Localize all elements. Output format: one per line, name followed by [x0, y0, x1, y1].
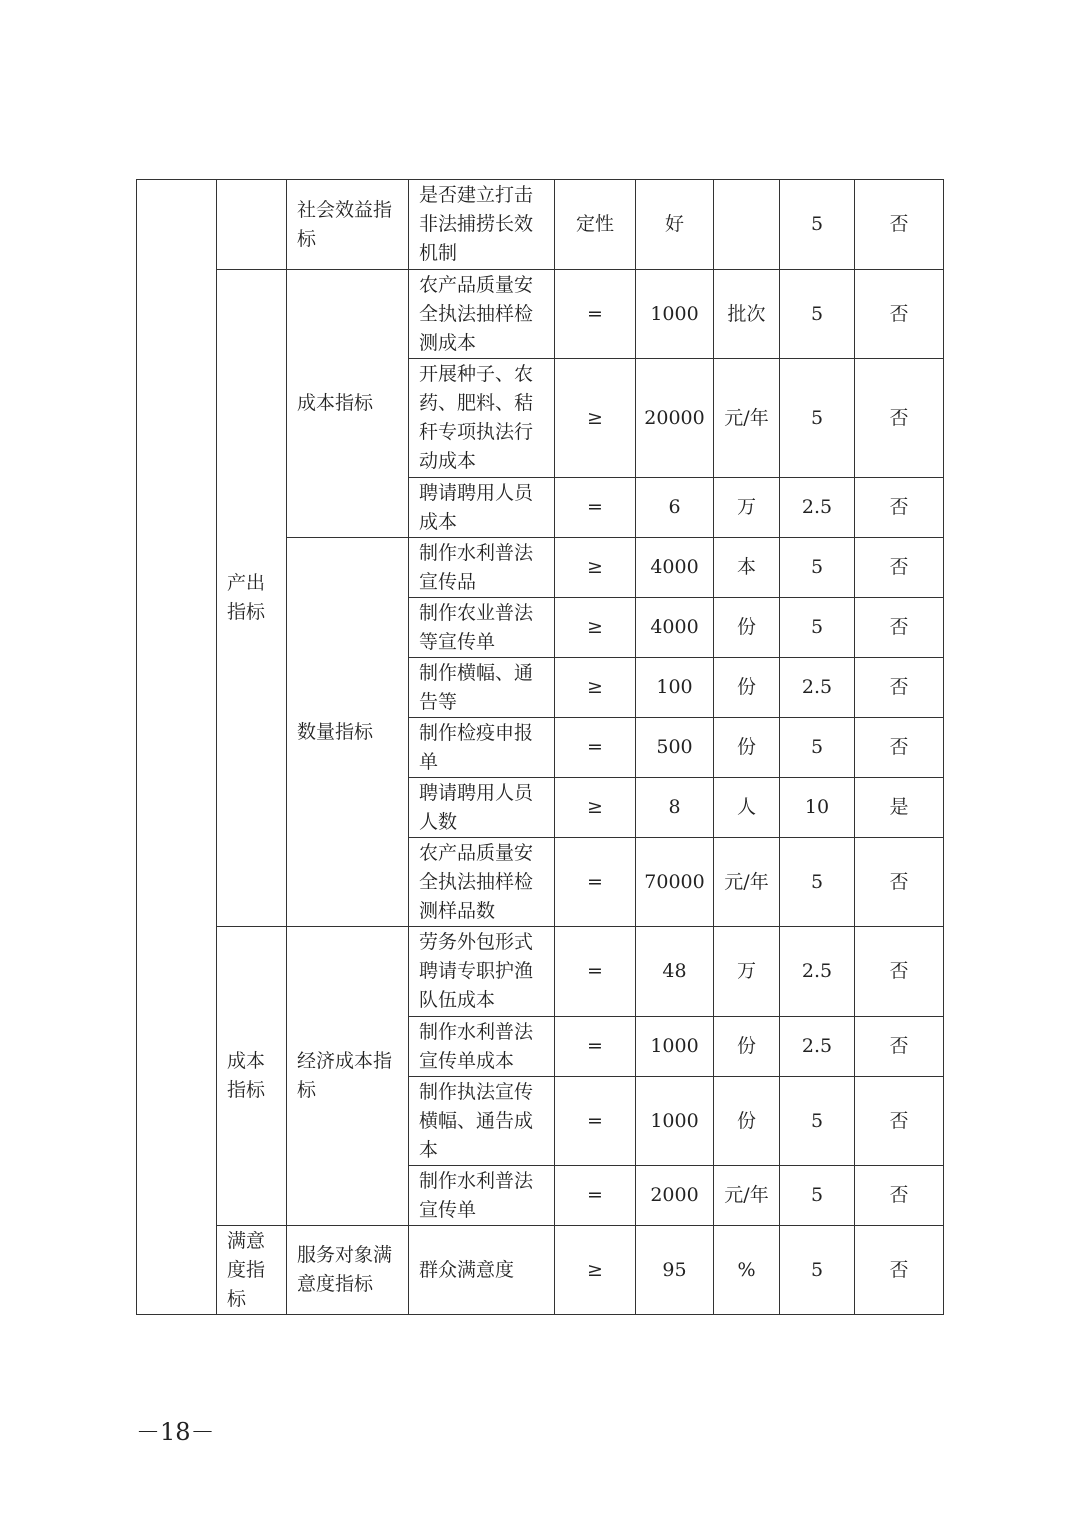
indicator-name: 聘请聘用人员人数 — [409, 778, 555, 838]
level1-cell — [137, 180, 217, 1315]
operator-cell: ≥ — [555, 359, 636, 478]
unit-cell: 份 — [714, 718, 780, 778]
target-value: 2000 — [636, 1166, 714, 1226]
weight-cell: 5 — [780, 598, 855, 658]
indicator-name: 聘请聘用人员成本 — [409, 478, 555, 538]
core-indicator-cell: 否 — [855, 270, 944, 359]
operator-cell: ≥ — [555, 658, 636, 718]
indicator-name: 制作水利普法宣传品 — [409, 538, 555, 598]
level3-cell: 成本指标 — [287, 270, 409, 538]
target-value: 4000 — [636, 538, 714, 598]
unit-cell: 万 — [714, 478, 780, 538]
level3-cell: 服务对象满意度指标 — [287, 1226, 409, 1315]
page-number: －18－ — [136, 1418, 215, 1446]
indicator-name: 制作检疫申报单 — [409, 718, 555, 778]
indicator-name: 农产品质量安全执法抽样检测样品数 — [409, 838, 555, 927]
core-indicator-cell: 否 — [855, 180, 944, 270]
unit-cell: 元/年 — [714, 359, 780, 478]
target-value: 6 — [636, 478, 714, 538]
target-value: 20000 — [636, 359, 714, 478]
operator-cell: = — [555, 1017, 636, 1077]
weight-cell: 2.5 — [780, 658, 855, 718]
indicator-name: 制作水利普法宣传单 — [409, 1166, 555, 1226]
indicator-name: 制作横幅、通告等 — [409, 658, 555, 718]
weight-cell: 5 — [780, 1226, 855, 1315]
core-indicator-cell: 否 — [855, 598, 944, 658]
core-indicator-cell: 否 — [855, 478, 944, 538]
operator-cell: ≥ — [555, 778, 636, 838]
target-value: 1000 — [636, 1017, 714, 1077]
indicator-name: 制作农业普法等宣传单 — [409, 598, 555, 658]
unit-cell: 份 — [714, 1077, 780, 1166]
operator-cell: = — [555, 1166, 636, 1226]
performance-indicator-table — [136, 179, 944, 1315]
table-row — [137, 927, 944, 1017]
indicator-name: 开展种子、农药、肥料、秸秆专项执法行动成本 — [409, 359, 555, 478]
weight-cell: 5 — [780, 270, 855, 359]
target-value: 500 — [636, 718, 714, 778]
operator-cell: = — [555, 478, 636, 538]
target-value: 1000 — [636, 270, 714, 359]
core-indicator-cell: 否 — [855, 1166, 944, 1226]
indicator-name: 劳务外包形式聘请专职护渔队伍成本 — [409, 927, 555, 1017]
level2-cell: 满意度指标 — [217, 1226, 287, 1315]
core-indicator-cell: 是 — [855, 778, 944, 838]
unit-cell: 份 — [714, 598, 780, 658]
level3-cell: 经济成本指标 — [287, 927, 409, 1226]
core-indicator-cell: 否 — [855, 658, 944, 718]
indicator-name: 群众满意度 — [409, 1226, 555, 1315]
indicator-name: 农产品质量安全执法抽样检测成本 — [409, 270, 555, 359]
unit-cell: 人 — [714, 778, 780, 838]
weight-cell: 5 — [780, 718, 855, 778]
weight-cell: 2.5 — [780, 478, 855, 538]
operator-cell: = — [555, 270, 636, 359]
core-indicator-cell: 否 — [855, 1077, 944, 1166]
unit-cell: 本 — [714, 538, 780, 598]
level2-cell: 成本指标 — [217, 927, 287, 1226]
unit-cell: 份 — [714, 658, 780, 718]
target-value: 8 — [636, 778, 714, 838]
level3-cell: 社会效益指标 — [287, 180, 409, 270]
weight-cell: 5 — [780, 538, 855, 598]
target-value: 4000 — [636, 598, 714, 658]
unit-cell: 元/年 — [714, 1166, 780, 1226]
unit-cell: 批次 — [714, 270, 780, 359]
operator-cell: = — [555, 1077, 636, 1166]
operator-cell: ≥ — [555, 1226, 636, 1315]
indicator-name: 是否建立打击非法捕捞长效机制 — [409, 180, 555, 270]
core-indicator-cell: 否 — [855, 927, 944, 1017]
target-value: 好 — [636, 180, 714, 270]
level3-cell: 数量指标 — [287, 538, 409, 927]
operator-cell: = — [555, 718, 636, 778]
core-indicator-cell: 否 — [855, 538, 944, 598]
weight-cell: 10 — [780, 778, 855, 838]
operator-cell: ≥ — [555, 538, 636, 598]
operator-cell: 定性 — [555, 180, 636, 270]
target-value: 70000 — [636, 838, 714, 927]
target-value: 48 — [636, 927, 714, 1017]
weight-cell: 5 — [780, 359, 855, 478]
unit-cell: 元/年 — [714, 838, 780, 927]
core-indicator-cell: 否 — [855, 1017, 944, 1077]
core-indicator-cell: 否 — [855, 838, 944, 927]
weight-cell: 5 — [780, 1166, 855, 1226]
level2-cell — [217, 180, 287, 270]
level2-cell: 产出指标 — [217, 270, 287, 927]
core-indicator-cell: 否 — [855, 359, 944, 478]
operator-cell: = — [555, 927, 636, 1017]
weight-cell: 2.5 — [780, 927, 855, 1017]
target-value: 95 — [636, 1226, 714, 1315]
weight-cell: 5 — [780, 1077, 855, 1166]
weight-cell: 2.5 — [780, 1017, 855, 1077]
unit-cell — [714, 180, 780, 270]
table-row — [137, 1226, 944, 1315]
indicator-name: 制作水利普法宣传单成本 — [409, 1017, 555, 1077]
unit-cell: % — [714, 1226, 780, 1315]
indicator-name: 制作执法宣传横幅、通告成本 — [409, 1077, 555, 1166]
target-value: 100 — [636, 658, 714, 718]
table-row — [137, 270, 944, 359]
operator-cell: ≥ — [555, 598, 636, 658]
table-row — [137, 180, 944, 270]
weight-cell: 5 — [780, 180, 855, 270]
core-indicator-cell: 否 — [855, 718, 944, 778]
unit-cell: 万 — [714, 927, 780, 1017]
operator-cell: = — [555, 838, 636, 927]
weight-cell: 5 — [780, 838, 855, 927]
target-value: 1000 — [636, 1077, 714, 1166]
unit-cell: 份 — [714, 1017, 780, 1077]
core-indicator-cell: 否 — [855, 1226, 944, 1315]
